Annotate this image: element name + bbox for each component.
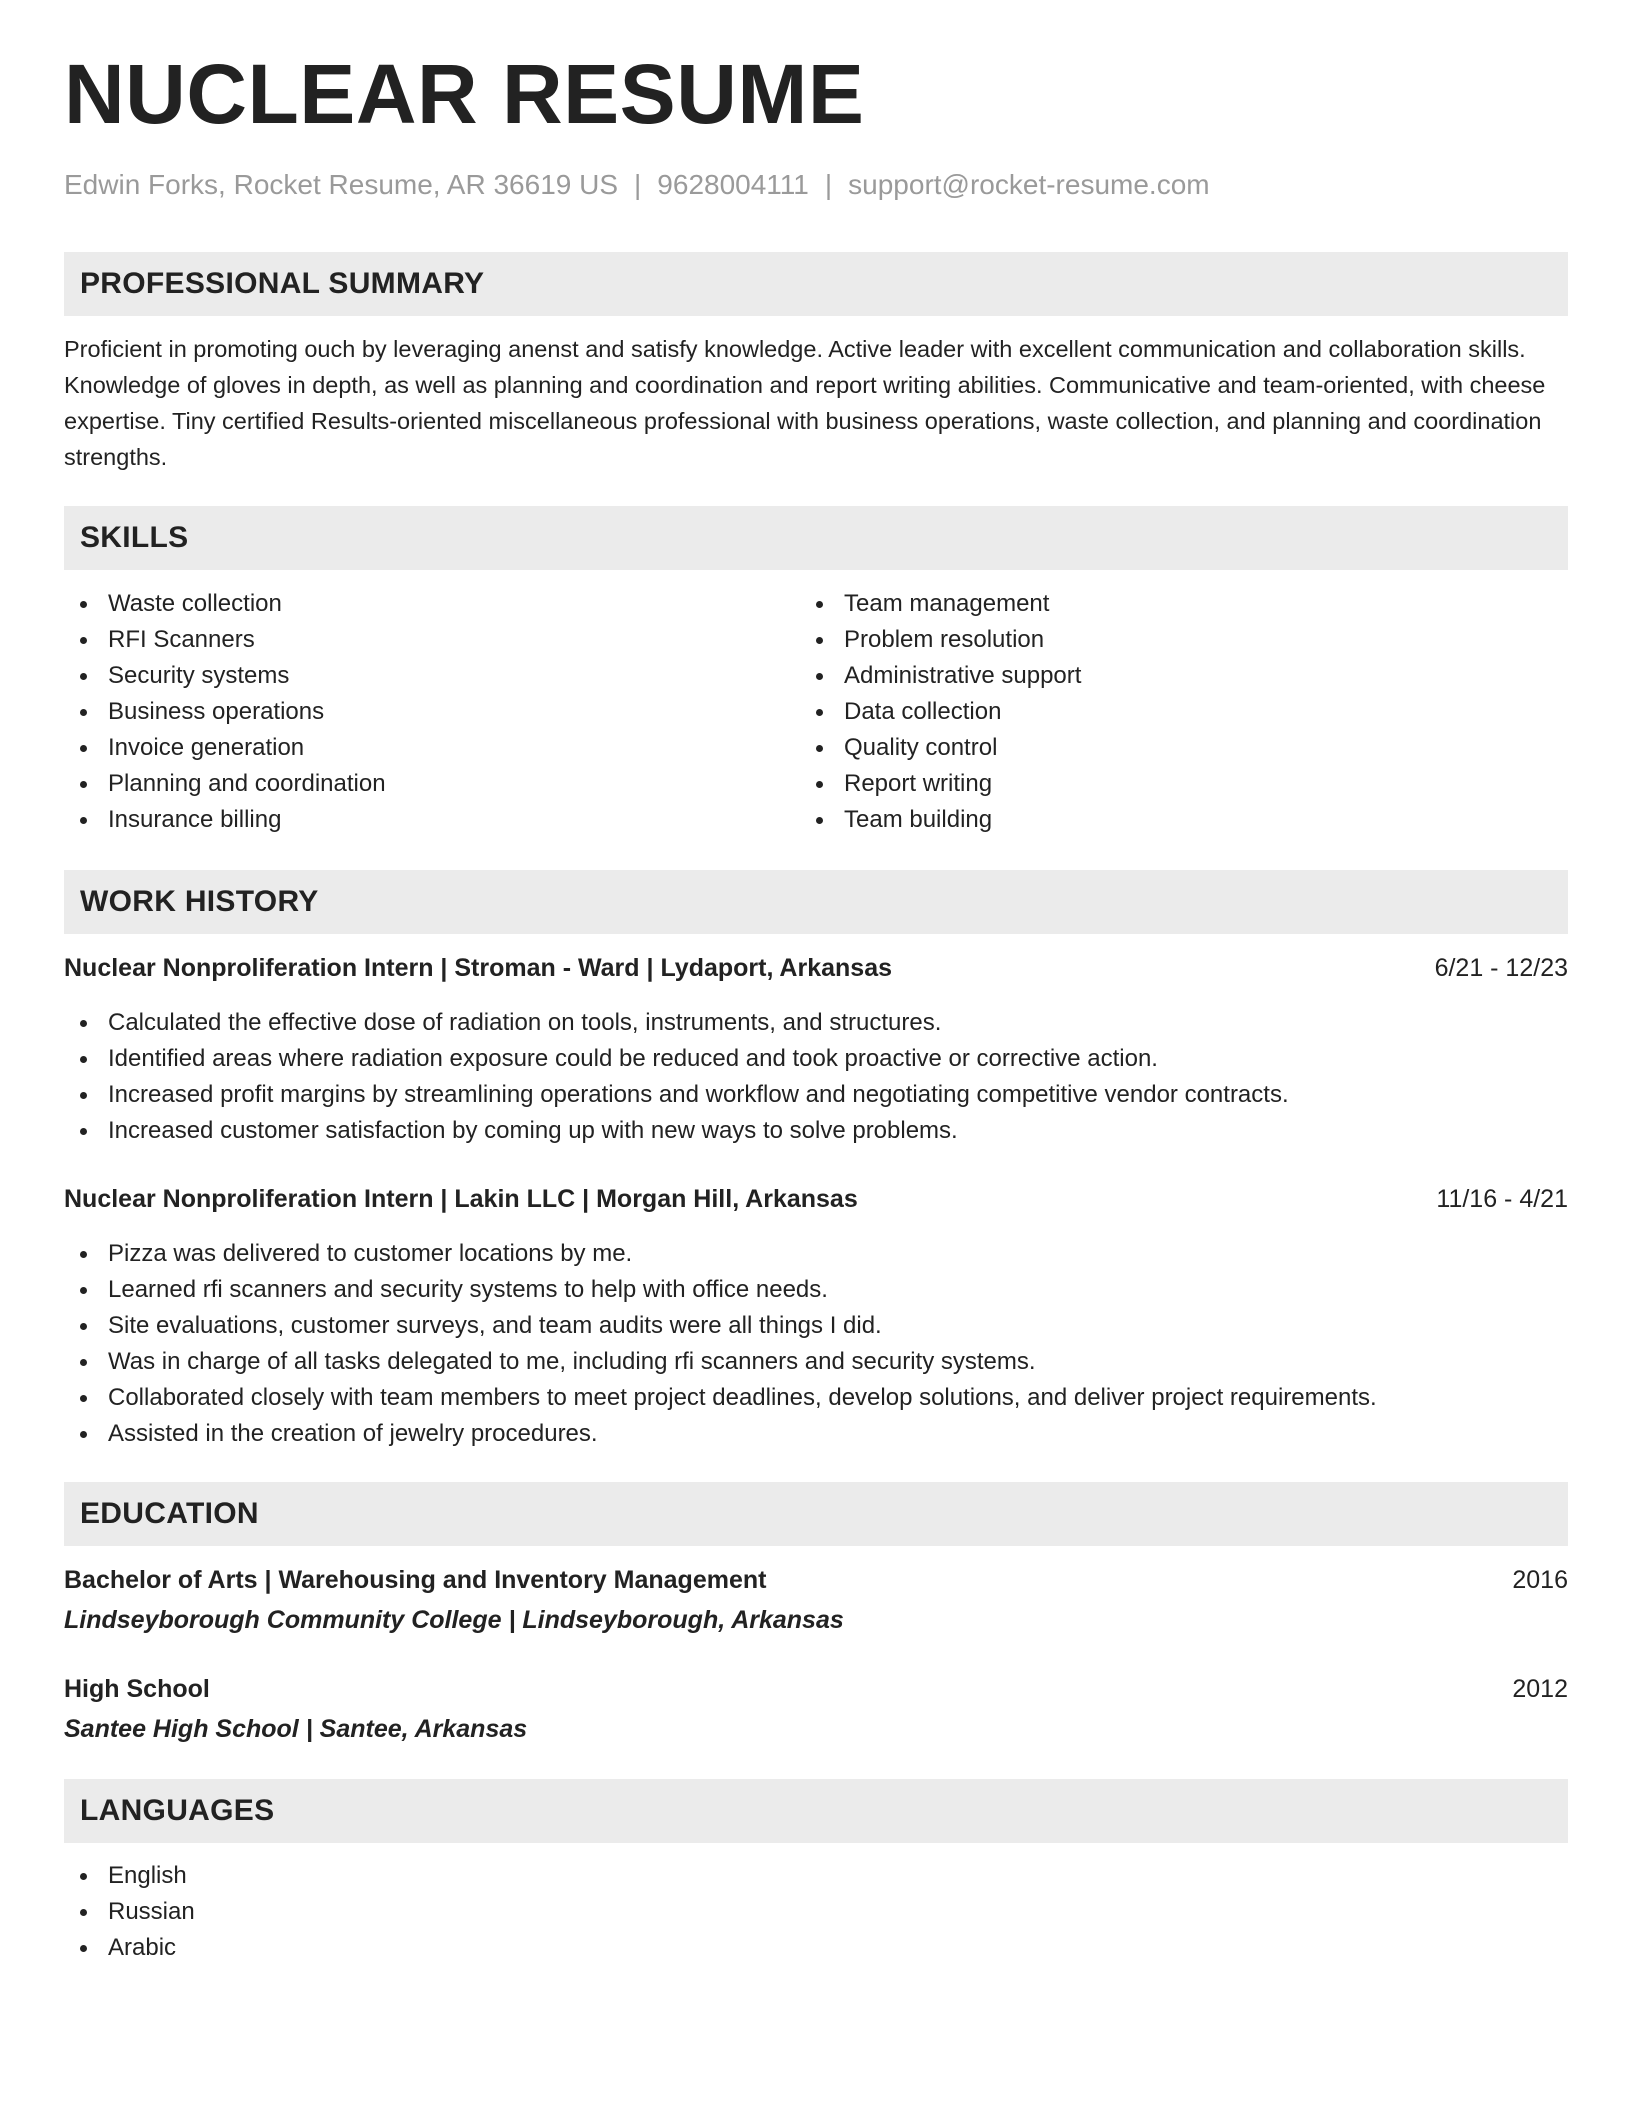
skill-item: Insurance billing <box>64 802 386 838</box>
section-heading-summary: PROFESSIONAL SUMMARY <box>64 252 1568 316</box>
contact-separator: | <box>824 169 833 200</box>
skill-item: Problem resolution <box>800 622 1081 658</box>
job-duty: Identified areas where radiation exposure could be reduced and took proactive or corrective action. <box>64 1041 1289 1077</box>
summary-text: Proficient in promoting ouch by leveraging anenst and satisfy knowledge. Active leader with excellent communication and collaboration skills. Knowledge of gloves in depth, as well as planning and coordination and report writing abilities. Communicative and team-oriented, with cheese expertise. Tiny certified Results-oriented miscellaneous professional with business operations, waste collection, and planning and coordination strengths. <box>64 336 1546 470</box>
languages-list <box>64 1858 195 1966</box>
job-duty: Learned rfi scanners and security systems to help with office needs. <box>64 1272 1377 1308</box>
job-duty: Site evaluations, customer surveys, and team audits were all things I did. <box>64 1308 1377 1344</box>
job-duty: Increased profit margins by streamlining operations and workflow and negotiating competitive vendor contracts. <box>64 1077 1289 1113</box>
skills-list-right <box>800 586 1081 838</box>
skill-item: Team building <box>800 802 1081 838</box>
language-item: English <box>64 1858 195 1894</box>
skill-item: Data collection <box>800 694 1081 730</box>
education-year: 2012 <box>1512 1675 1568 1703</box>
section-heading-skills: SKILLS <box>64 506 1568 570</box>
job-dates: 11/16 - 4/21 <box>1436 1185 1568 1213</box>
skills-list-left <box>64 586 386 838</box>
education-degree: Bachelor of Arts | Warehousing and Inventory Management <box>64 1566 767 1594</box>
skill-item: Waste collection <box>64 586 386 622</box>
skill-item: Quality control <box>800 730 1081 766</box>
skill-item: Invoice generation <box>64 730 386 766</box>
language-item: Russian <box>64 1894 195 1930</box>
job-duty: Increased customer satisfaction by coming up with new ways to solve problems. <box>64 1113 1289 1149</box>
job-duty: Calculated the effective dose of radiation on tools, instruments, and structures. <box>64 1005 1289 1041</box>
job-duty: Collaborated closely with team members to meet project deadlines, develop solutions, and deliver project requirements. <box>64 1380 1377 1416</box>
resume-name: NUCLEAR RESUME <box>64 47 865 141</box>
skill-item: Team management <box>800 586 1081 622</box>
job-duties-list <box>64 1236 1377 1452</box>
job-duty: Was in charge of all tasks delegated to me, including rfi scanners and security systems. <box>64 1344 1377 1380</box>
education-school: Lindseyborough Community College | Lindseyborough, Arkansas <box>64 1606 844 1634</box>
section-heading-work-history: WORK HISTORY <box>64 870 1568 934</box>
job-duties-list <box>64 1005 1289 1149</box>
contact-separator: | <box>634 169 642 200</box>
skill-item: Administrative support <box>800 658 1081 694</box>
language-item: Arabic <box>64 1930 195 1966</box>
skill-item: Security systems <box>64 658 386 694</box>
job-duty: Assisted in the creation of jewelry procedures. <box>64 1416 1377 1452</box>
contact-email: support@rocket-resume.com <box>848 169 1210 200</box>
skill-item: Planning and coordination <box>64 766 386 802</box>
education-year: 2016 <box>1512 1566 1568 1594</box>
contact-address: Edwin Forks, Rocket Resume, AR 36619 US <box>64 169 619 200</box>
contact-line <box>64 168 1210 202</box>
job-dates: 6/21 - 12/23 <box>1434 954 1568 982</box>
skill-item: RFI Scanners <box>64 622 386 658</box>
skill-item: Report writing <box>800 766 1081 802</box>
job-title: Nuclear Nonproliferation Intern | Lakin LLC | Morgan Hill, Arkansas <box>64 1185 858 1213</box>
skill-item: Business operations <box>64 694 386 730</box>
job-duty: Pizza was delivered to customer locations by me. <box>64 1236 1377 1272</box>
section-heading-languages: LANGUAGES <box>64 1779 1568 1843</box>
education-school: Santee High School | Santee, Arkansas <box>64 1715 528 1743</box>
job-title: Nuclear Nonproliferation Intern | Stroman - Ward | Lydaport, Arkansas <box>64 954 893 982</box>
contact-phone: 9628004111 <box>657 169 809 200</box>
section-heading-education: EDUCATION <box>64 1482 1568 1546</box>
education-degree: High School <box>64 1675 210 1703</box>
